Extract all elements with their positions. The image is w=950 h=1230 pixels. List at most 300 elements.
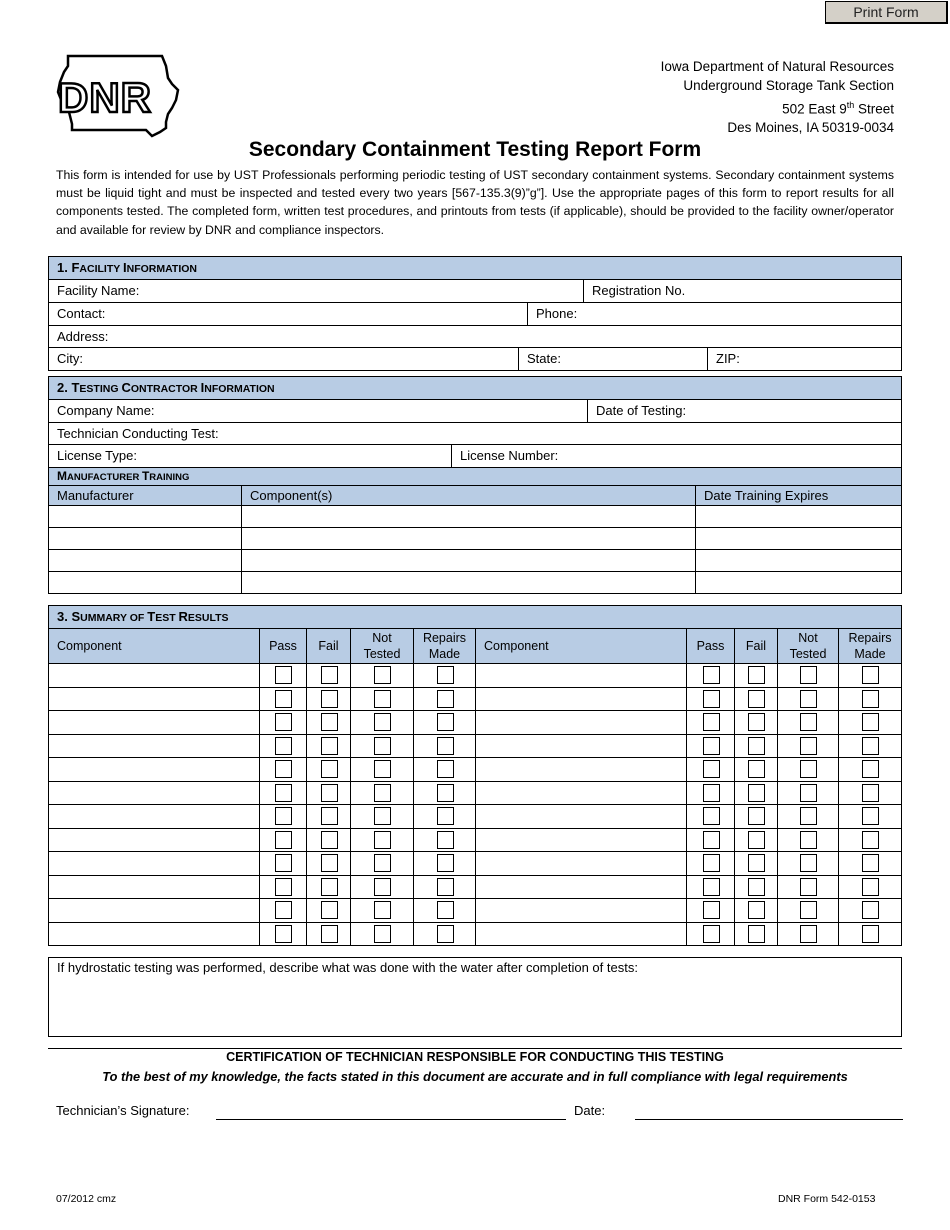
repairs-made-cell [413,711,475,734]
repairs-made-checkbox[interactable] [862,713,879,731]
pass-checkbox[interactable] [703,737,720,755]
fail-checkbox[interactable] [321,925,338,943]
repairs-made-cell [413,688,475,711]
pass-cell [259,782,306,805]
repairs-made-checkbox[interactable] [862,784,879,802]
not-tested-checkbox[interactable] [374,737,391,755]
not-tested-checkbox[interactable] [800,784,817,802]
pass-checkbox[interactable] [275,831,292,849]
repairs-made-checkbox[interactable] [862,666,879,684]
training-row [49,550,901,572]
component-input[interactable] [475,735,686,758]
component-input[interactable] [475,899,686,922]
repairs-made-checkbox[interactable] [437,713,454,731]
signature-label: Technician’s Signature: [56,1103,190,1118]
test-result-row [49,664,901,688]
zip-field[interactable]: ZIP: [707,348,901,371]
test-result-row [49,735,901,759]
component-input[interactable] [49,899,259,922]
certification-divider [48,1048,902,1049]
training-date-expires-cell[interactable] [695,528,901,549]
fail-cell [306,758,350,781]
not-tested-checkbox[interactable] [800,760,817,778]
not-tested-checkbox[interactable] [800,901,817,919]
pass-checkbox[interactable] [275,666,292,684]
certification-title: CERTIFICATION OF TECHNICIAN RESPONSIBLE FOR CONDUCTING THIS TESTING [226,1050,724,1064]
not-tested-cell [777,899,838,922]
pass-checkbox[interactable] [275,690,292,708]
not-tested-cell [350,735,413,758]
fail-cell [306,711,350,734]
component-input[interactable] [475,758,686,781]
fail-checkbox[interactable] [321,831,338,849]
pass-checkbox[interactable] [275,854,292,872]
fail-cell [734,899,777,922]
phone-field[interactable]: Phone: [527,303,901,325]
address-field[interactable]: Address: [57,329,109,344]
testing-contractor-section [48,376,902,594]
test-result-row [49,711,901,735]
pass-cell [259,688,306,711]
not-tested-checkbox[interactable] [800,690,817,708]
training-date-expires-cell[interactable] [695,572,901,594]
test-result-row [49,899,901,923]
facility-name-field[interactable]: Facility Name: [57,283,140,298]
test-result-row [49,688,901,712]
fail-checkbox[interactable] [748,760,765,778]
not-tested-checkbox[interactable] [374,901,391,919]
fail-cell [734,782,777,805]
pass-checkbox[interactable] [703,854,720,872]
component-input[interactable] [49,829,259,852]
component-input[interactable] [49,805,259,828]
state-field[interactable]: State: [518,348,707,371]
date-of-testing-field[interactable]: Date of Testing: [587,400,901,422]
fail-cell [306,899,350,922]
not-tested-checkbox[interactable] [800,878,817,896]
manufacturer-training-header: MANUFACTURER TRAINING [49,468,901,486]
fail-cell [734,876,777,899]
test-results-table-body [49,664,901,945]
fail-checkbox[interactable] [748,690,765,708]
pass-cell [259,711,306,734]
agency-section: Underground Storage Tank Section [683,78,894,94]
not-tested-checkbox[interactable] [800,925,817,943]
fail-checkbox[interactable] [321,666,338,684]
form-revision: 07/2012 cmz [56,1193,117,1205]
training-row [49,506,901,528]
dnr-logo [54,52,182,138]
repairs-made-cell [838,758,901,781]
repairs-made-cell [413,899,475,922]
not-tested-cell [350,711,413,734]
test-result-row [49,782,901,806]
repairs-made-checkbox[interactable] [437,878,454,896]
agency-street: 502 East 9th Street [782,99,894,117]
license-type-field[interactable]: License Type: [57,448,137,463]
not-tested-cell [350,805,413,828]
iowa-state-outline-icon [54,52,182,138]
repairs-made-checkbox[interactable] [862,925,879,943]
fail-cell [306,735,350,758]
registration-no-field[interactable]: Registration No. [583,280,901,302]
pass-cell [259,899,306,922]
repairs-made-checkbox[interactable] [862,760,879,778]
license-number-field[interactable]: License Number: [451,445,901,467]
pass-checkbox[interactable] [703,666,720,684]
pass-checkbox[interactable] [275,760,292,778]
svg-text:DNR: DNR [58,74,152,121]
component-input[interactable] [49,876,259,899]
repairs-made-cell [413,758,475,781]
fail-checkbox[interactable] [321,878,338,896]
fail-checkbox[interactable] [321,737,338,755]
repairs-made-cell [413,782,475,805]
fail-cell [306,829,350,852]
not-tested-cell [350,782,413,805]
col-component-header: Component [57,639,122,653]
pass-checkbox[interactable] [275,901,292,919]
signature-line[interactable] [216,1119,566,1120]
pass-checkbox[interactable] [703,713,720,731]
training-components-cell[interactable] [241,506,695,527]
page-title: Secondary Containment Testing Report Form [248,138,702,161]
fail-checkbox[interactable] [748,713,765,731]
pass-checkbox[interactable] [275,713,292,731]
fail-checkbox[interactable] [321,760,338,778]
fail-cell [306,876,350,899]
repairs-made-checkbox[interactable] [862,807,879,825]
pass-cell [686,758,734,781]
not-tested-cell [777,876,838,899]
component-input[interactable] [49,664,259,687]
component-input[interactable] [49,688,259,711]
repairs-made-cell [413,852,475,875]
fail-checkbox[interactable] [321,901,338,919]
hydrostatic-label: If hydrostatic testing was performed, describe what was done with the water after completion of tests: [57,960,638,975]
fail-cell [734,758,777,781]
fail-checkbox[interactable] [748,807,765,825]
repairs-made-cell [838,923,901,947]
intro-paragraph: This form is intended for use by UST Professionals performing periodic testing of UST secondary containment systems. Secondary containment systems must be liquid tight and must be inspected and tested every two years [567-135.3(9)”g”]. Use the appropriate pages of this form to report results for all components tested. The completed form, written test procedures, and printouts from tests (if applicable), should be provided to the facility owner/operator and available for review by DNR and compliance inspectors. [56,168,894,237]
repairs-made-checkbox[interactable] [437,737,454,755]
repairs-made-cell [838,829,901,852]
component-input[interactable] [49,711,259,734]
repairs-made-checkbox[interactable] [862,901,879,919]
certification-statement: To the best of my knowledge, the facts stated in this document are accurate and in full compliance with legal requirements [102,1069,848,1084]
repairs-made-checkbox[interactable] [437,666,454,684]
training-manufacturer-cell[interactable] [49,528,241,549]
pass-checkbox[interactable] [703,807,720,825]
test-results-section [48,605,902,946]
repairs-made-cell [838,899,901,922]
repairs-made-cell [838,782,901,805]
fail-checkbox[interactable] [748,925,765,943]
test-result-row [49,758,901,782]
city-field[interactable]: City: [57,351,83,366]
repairs-made-checkbox[interactable] [437,784,454,802]
not-tested-cell [350,829,413,852]
fail-checkbox[interactable] [748,784,765,802]
technician-field[interactable]: Technician Conducting Test: [57,426,219,441]
not-tested-checkbox[interactable] [374,878,391,896]
hydrostatic-description-field[interactable] [48,957,902,1037]
pass-checkbox[interactable] [703,784,720,802]
training-table-body [49,506,901,593]
date-label: Date: [574,1103,606,1118]
fail-cell [306,664,350,687]
pass-cell [259,829,306,852]
repairs-made-checkbox[interactable] [862,690,879,708]
pass-checkbox[interactable] [703,878,720,896]
fail-checkbox[interactable] [748,901,765,919]
not-tested-cell [350,758,413,781]
repairs-made-checkbox[interactable] [437,760,454,778]
col-component-header: Component [475,629,686,663]
component-input[interactable] [49,735,259,758]
pass-checkbox[interactable] [275,807,292,825]
pass-checkbox[interactable] [703,760,720,778]
pass-cell [259,735,306,758]
component-input[interactable] [49,852,259,875]
fail-checkbox[interactable] [748,831,765,849]
pass-checkbox[interactable] [703,831,720,849]
not-tested-checkbox[interactable] [800,737,817,755]
component-input[interactable] [49,758,259,781]
pass-checkbox[interactable] [703,901,720,919]
col-fail-header: Fail [306,629,350,663]
not-tested-cell [777,711,838,734]
pass-checkbox[interactable] [275,878,292,896]
repairs-made-checkbox[interactable] [862,737,879,755]
not-tested-cell [777,735,838,758]
fail-cell [734,688,777,711]
not-tested-checkbox[interactable] [800,713,817,731]
fail-checkbox[interactable] [748,666,765,684]
not-tested-cell [350,899,413,922]
pass-cell [259,923,306,947]
fail-cell [306,852,350,875]
pass-cell [259,852,306,875]
not-tested-checkbox[interactable] [374,854,391,872]
not-tested-cell [350,876,413,899]
test-results-header: 3. SUMMARY OF TEST RESULTS [49,606,901,629]
component-input[interactable] [475,688,686,711]
date-line[interactable] [635,1119,903,1120]
repairs-made-checkbox[interactable] [437,690,454,708]
repairs-made-cell [413,923,475,947]
col-pass-header: Pass [686,629,734,663]
fail-cell [734,711,777,734]
test-results-column-headers [49,629,901,664]
repairs-made-cell [413,735,475,758]
company-name-field[interactable]: Company Name: [57,403,155,418]
repairs-made-checkbox[interactable] [437,901,454,919]
not-tested-checkbox[interactable] [800,666,817,684]
repairs-made-cell [838,711,901,734]
not-tested-cell [777,852,838,875]
fail-checkbox[interactable] [748,878,765,896]
not-tested-checkbox[interactable] [800,807,817,825]
repairs-made-cell [413,876,475,899]
pass-cell [686,852,734,875]
facility-information-section [48,256,902,371]
fail-checkbox[interactable] [321,713,338,731]
test-result-row [49,829,901,853]
fail-cell [306,782,350,805]
not-tested-checkbox[interactable] [374,925,391,943]
training-row [49,572,901,594]
not-tested-checkbox[interactable] [374,690,391,708]
component-input[interactable] [49,782,259,805]
pass-checkbox[interactable] [275,737,292,755]
test-result-row [49,923,901,947]
repairs-made-checkbox[interactable] [437,854,454,872]
col-manufacturer: Manufacturer [57,488,134,503]
not-tested-cell [777,664,838,687]
not-tested-checkbox[interactable] [374,760,391,778]
test-result-row [49,852,901,876]
fail-checkbox[interactable] [321,807,338,825]
training-manufacturer-cell[interactable] [49,550,241,571]
agency-address [661,57,894,138]
print-form-button[interactable]: Print Form [825,1,948,24]
pass-cell [686,711,734,734]
not-tested-cell [777,805,838,828]
repairs-made-cell [413,829,475,852]
component-input[interactable] [475,711,686,734]
pass-checkbox[interactable] [275,784,292,802]
training-components-cell[interactable] [241,550,695,571]
col-pass-header: Pass [259,629,306,663]
fail-checkbox[interactable] [321,690,338,708]
fail-cell [734,735,777,758]
repairs-made-cell [838,852,901,875]
not-tested-cell [777,782,838,805]
fail-cell [734,923,777,947]
fail-cell [306,688,350,711]
fail-checkbox[interactable] [748,854,765,872]
not-tested-cell [777,923,838,947]
not-tested-cell [777,758,838,781]
pass-checkbox[interactable] [703,925,720,943]
not-tested-cell [350,664,413,687]
fail-checkbox[interactable] [321,854,338,872]
component-input[interactable] [475,782,686,805]
not-tested-checkbox[interactable] [374,666,391,684]
agency-name: Iowa Department of Natural Resources [660,59,894,74]
fail-cell [734,829,777,852]
pass-checkbox[interactable] [275,925,292,943]
test-result-row [49,876,901,900]
repairs-made-checkbox[interactable] [437,925,454,943]
fail-cell [734,852,777,875]
not-tested-cell [777,688,838,711]
training-date-expires-cell[interactable] [695,506,901,527]
repairs-made-checkbox[interactable] [862,878,879,896]
repairs-made-cell [413,664,475,687]
not-tested-checkbox[interactable] [374,784,391,802]
form-number: DNR Form 542-0153 [778,1193,876,1205]
training-manufacturer-cell[interactable] [49,506,241,527]
pass-checkbox[interactable] [703,690,720,708]
training-date-expires-cell[interactable] [695,550,901,571]
repairs-made-checkbox[interactable] [437,807,454,825]
pass-cell [686,805,734,828]
training-column-headers [49,486,901,506]
col-components: Component(s) [241,486,695,505]
fail-cell [306,805,350,828]
col-not-tested-header: Not Tested [777,629,838,663]
not-tested-cell [777,829,838,852]
fail-checkbox[interactable] [321,784,338,802]
col-date-training-expires: Date Training Expires [695,486,901,505]
not-tested-checkbox[interactable] [800,854,817,872]
fail-cell [306,923,350,947]
component-input[interactable] [475,852,686,875]
contact-field[interactable]: Contact: [57,306,106,321]
component-input[interactable] [49,923,259,947]
pass-cell [259,805,306,828]
fail-cell [734,664,777,687]
repairs-made-checkbox[interactable] [437,831,454,849]
pass-cell [259,664,306,687]
not-tested-checkbox[interactable] [374,807,391,825]
repairs-made-cell [838,735,901,758]
pass-cell [686,876,734,899]
component-input[interactable] [475,664,686,687]
not-tested-checkbox[interactable] [800,831,817,849]
pass-cell [686,782,734,805]
pass-cell [686,688,734,711]
pass-cell [686,735,734,758]
pass-cell [259,876,306,899]
repairs-made-cell [413,805,475,828]
col-repairs-made-header: Repairs Made [413,629,475,663]
not-tested-cell [350,923,413,947]
training-components-cell[interactable] [241,572,695,594]
training-manufacturer-cell[interactable] [49,572,241,594]
pass-cell [686,829,734,852]
fail-checkbox[interactable] [748,737,765,755]
component-input[interactable] [475,829,686,852]
repairs-made-checkbox[interactable] [862,854,879,872]
agency-city: Des Moines, IA 50319-0034 [727,120,894,136]
component-input[interactable] [475,876,686,899]
component-input[interactable] [475,805,686,828]
repairs-made-cell [838,664,901,687]
not-tested-checkbox[interactable] [374,713,391,731]
facility-information-header: 1. FACILITY INFORMATION [49,257,901,280]
repairs-made-checkbox[interactable] [862,831,879,849]
not-tested-cell [350,852,413,875]
pass-cell [259,758,306,781]
training-row [49,528,901,550]
col-not-tested-header: Not Tested [350,629,413,663]
training-components-cell[interactable] [241,528,695,549]
fail-cell [734,805,777,828]
testing-contractor-header: 2. TESTING CONTRACTOR INFORMATION [49,377,901,400]
repairs-made-cell [838,876,901,899]
pass-cell [686,664,734,687]
pass-cell [686,899,734,922]
component-input[interactable] [475,923,686,947]
repairs-made-cell [838,688,901,711]
col-repairs-made-header: Repairs Made [838,629,901,663]
repairs-made-cell [838,805,901,828]
col-fail-header: Fail [734,629,777,663]
not-tested-checkbox[interactable] [374,831,391,849]
